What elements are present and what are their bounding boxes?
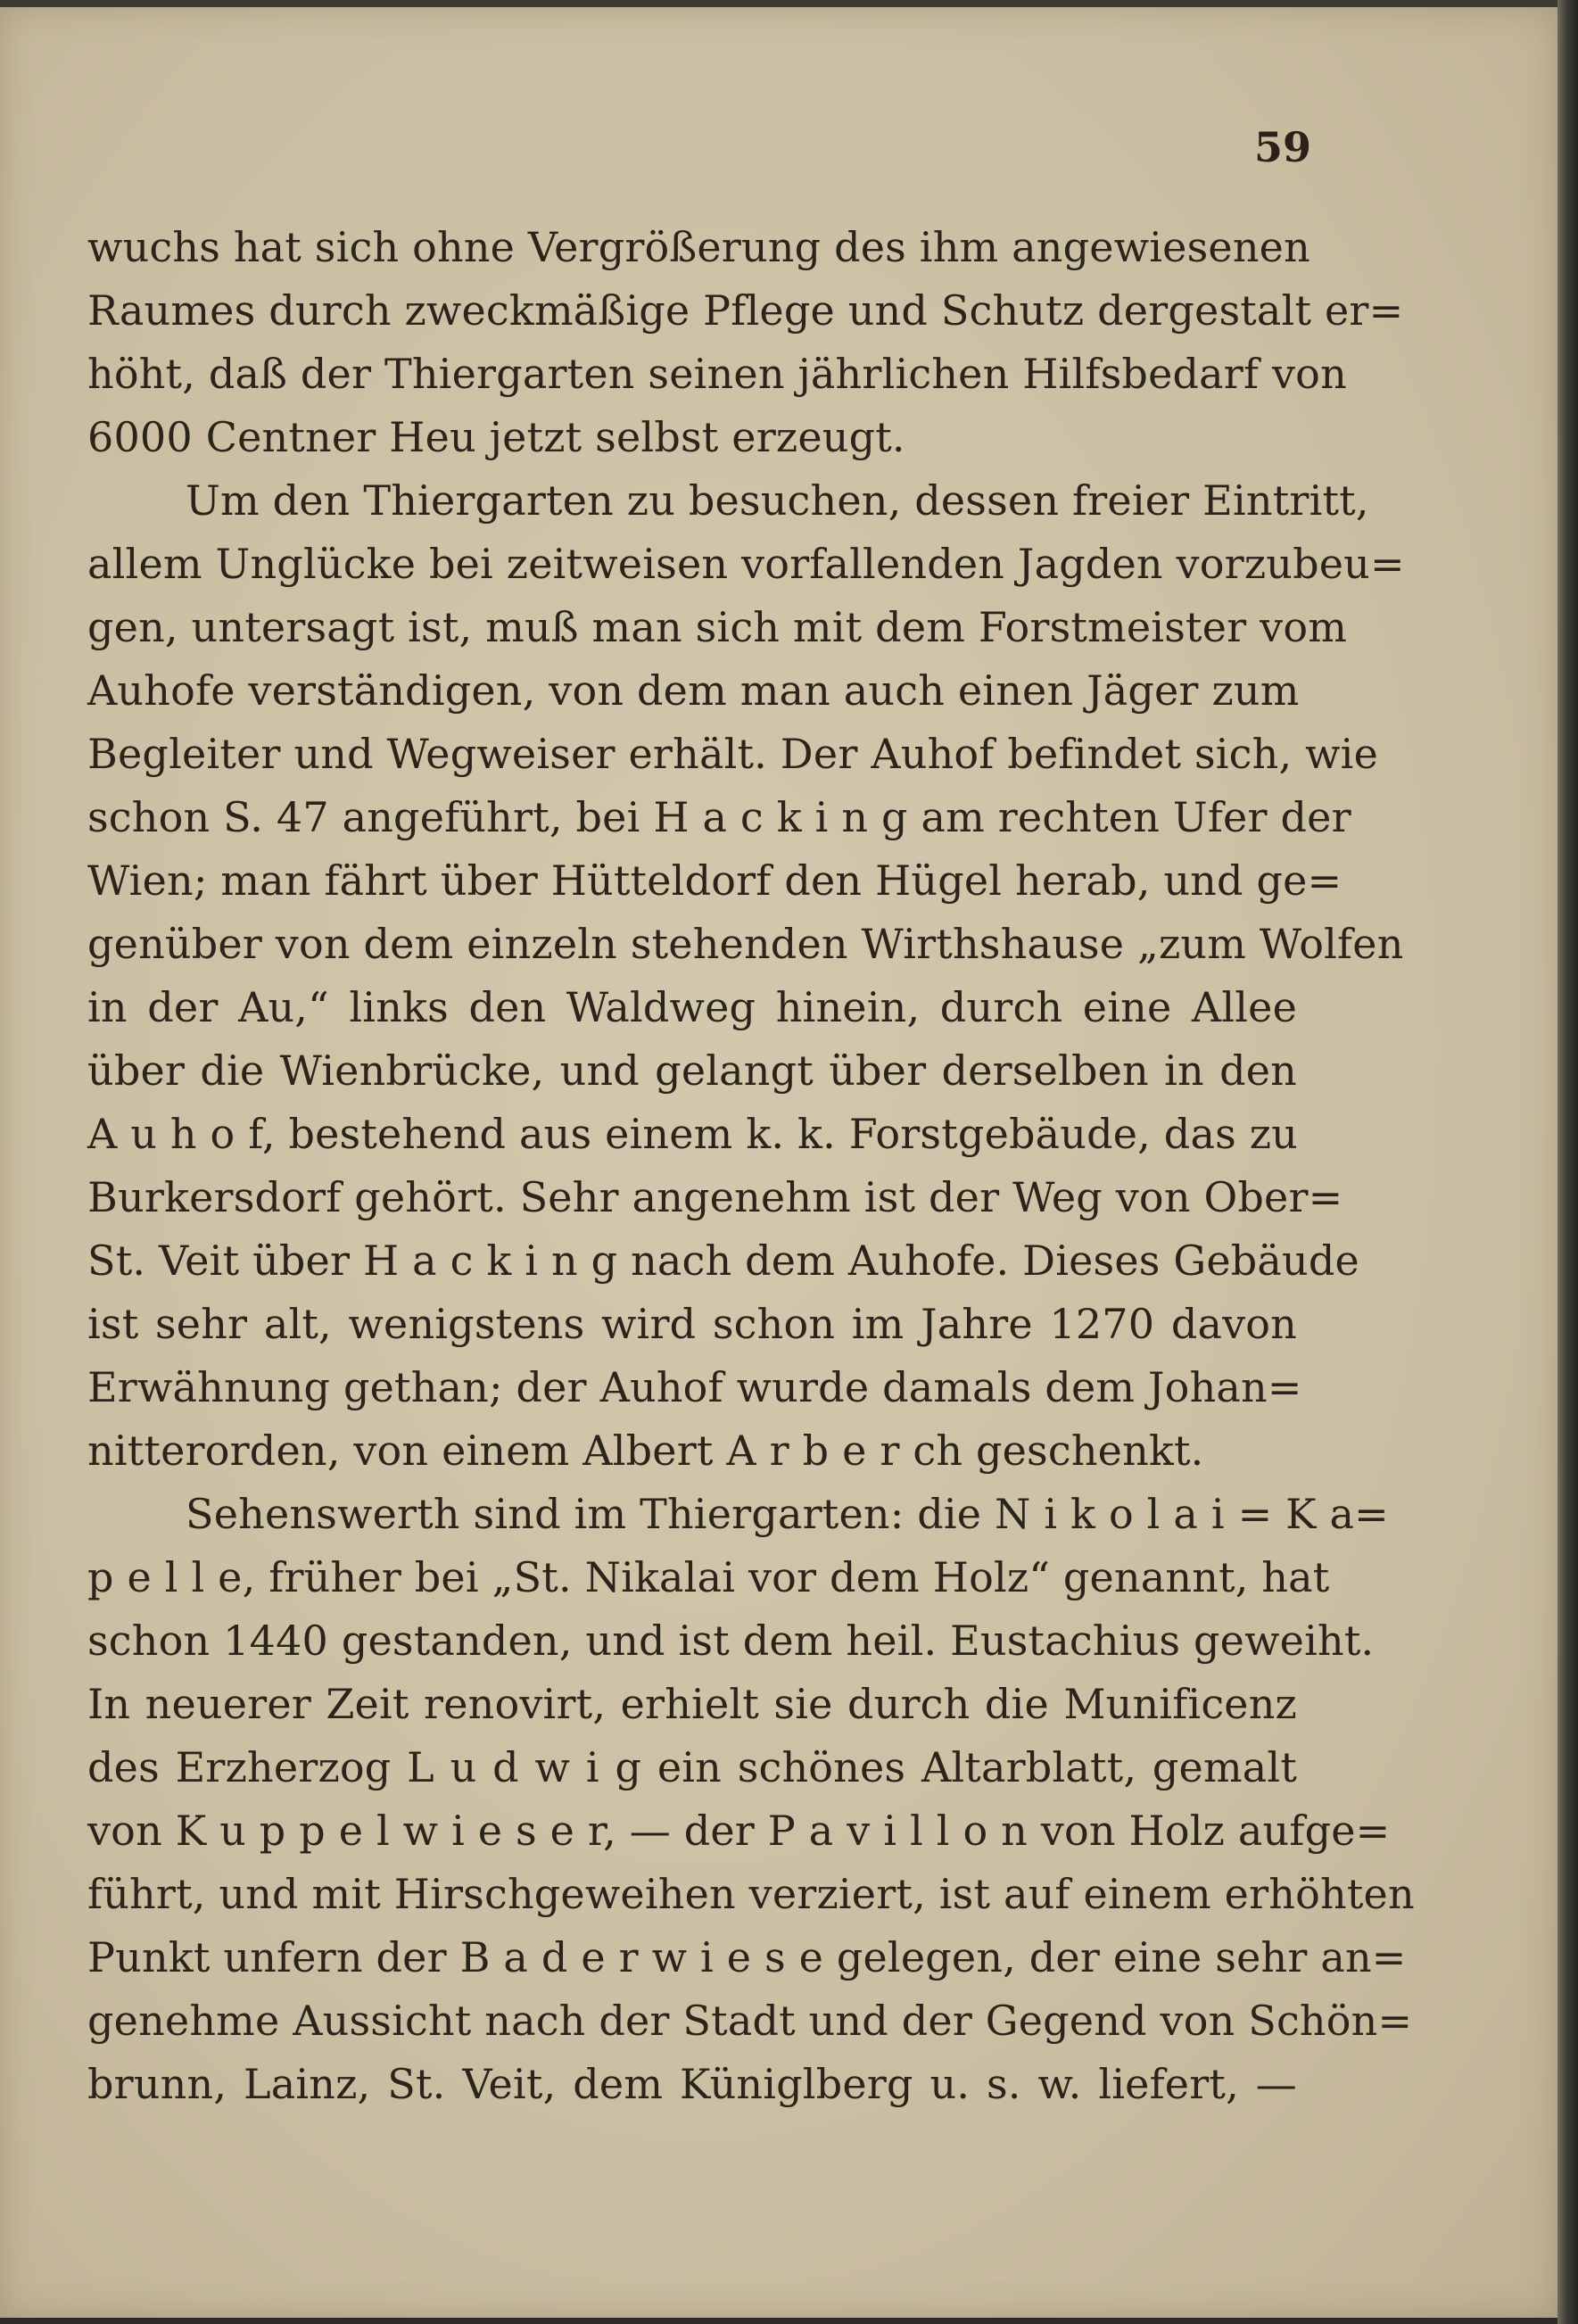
page-top-edge	[0, 0, 1578, 7]
text-line: Auhofe verständigen, von dem man auch einen Jäger zum	[87, 666, 1300, 715]
text-line: Begleiter und Wegweiser erhält. Der Auhof befindet sich, wie	[87, 730, 1379, 778]
text-line: von K u p p e l w i e s e r, — der P a v i l l o n von Holz aufge=	[87, 1807, 1391, 1855]
text-line: in der Au,“ links den Waldweg hinein, durch eine Allee	[87, 983, 1297, 1031]
book-spine-edge	[1557, 0, 1578, 2324]
text-line: A u h o f, bestehend aus einem k. k. Forstgebäude, das zu	[87, 1110, 1298, 1158]
text-line: In neuerer Zeit renovirt, erhielt sie durch die Munificenz	[87, 1680, 1297, 1728]
text-line: Punkt unfern der B a d e r w i e s e gelegen, der eine sehr an=	[87, 1933, 1407, 1981]
text-line: St. Veit über H a c k i n g nach dem Auhofe. Dieses Gebäude	[87, 1236, 1359, 1285]
text-line: wuchs hat sich ohne Vergrößerung des ihm angewiesenen	[87, 223, 1310, 271]
text-line: brunn, Lainz, St. Veit, dem Küniglberg u. s. w. liefert, —	[87, 2060, 1297, 2108]
text-line: p e l l e, früher bei „St. Nikalai vor dem Holz“ genannt, hat	[87, 1553, 1330, 1601]
text-line: nitterorden, von einem Albert A r b e r ch geschenkt.	[87, 1427, 1204, 1475]
page-number: 59	[1253, 123, 1311, 171]
text-line: gen, untersagt ist, muß man sich mit dem Forstmeister vom	[87, 603, 1348, 651]
text-line: Um den Thiergarten zu besuchen, dessen freier Eintritt,	[186, 476, 1369, 525]
text-line: Erwähnung gethan; der Auhof wurde damals dem Johan=	[87, 1363, 1302, 1411]
text-line: Sehenswerth sind im Thiergarten: die N i k o l a i = K a=	[186, 1490, 1389, 1538]
text-line: schon S. 47 angeführt, bei H a c k i n g am rechten Ufer der	[87, 793, 1351, 841]
text-line: genüber von dem einzeln stehenden Wirthshause „zum Wolfen	[87, 920, 1404, 968]
text-line: Burkersdorf gehört. Sehr angenehm ist der Weg von Ober=	[87, 1173, 1343, 1221]
body-text	[87, 216, 1415, 2116]
text-line: höht, daß der Thiergarten seinen jährlichen Hilfsbedarf von	[87, 350, 1347, 398]
text-line: führt, und mit Hirschgeweihen verziert, ist auf einem erhöhten	[87, 1870, 1415, 1918]
text-line: Raumes durch zweckmäßige Pflege und Schutz dergestalt er=	[87, 286, 1404, 335]
text-line: genehme Aussicht nach der Stadt und der Gegend von Schön=	[87, 1997, 1413, 2045]
text-line: ist sehr alt, wenigstens wird schon im Jahre 1270 davon	[87, 1300, 1297, 1348]
text-line: 6000 Centner Heu jetzt selbst erzeugt.	[87, 413, 905, 461]
text-line: allem Unglücke bei zeitweisen vorfallenden Jagden vorzubeu=	[87, 540, 1405, 588]
text-line: über die Wienbrücke, und gelangt über derselben in den	[87, 1046, 1297, 1095]
book-page	[0, 7, 1557, 2318]
text-line: des Erzherzog L u d w i g ein schönes Altarblatt, gemalt	[87, 1743, 1297, 1791]
text-line: Wien; man fährt über Hütteldorf den Hügel herab, und ge=	[87, 856, 1343, 905]
text-line: schon 1440 gestanden, und ist dem heil. Eustachius geweiht.	[87, 1617, 1375, 1665]
